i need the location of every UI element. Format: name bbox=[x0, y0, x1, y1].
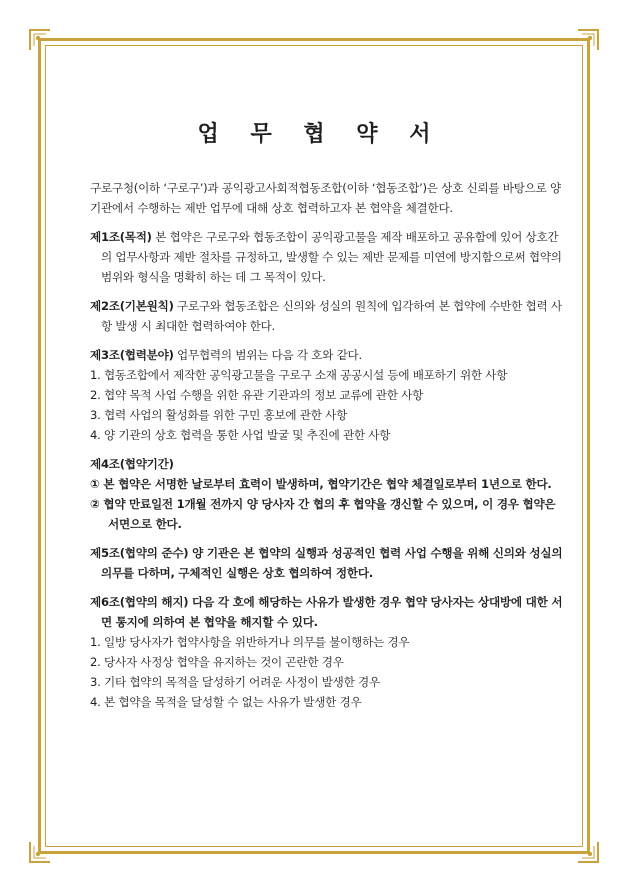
item-number: 1. bbox=[90, 368, 101, 382]
article-1 bbox=[90, 227, 568, 287]
corner-ornament-icon bbox=[576, 840, 600, 864]
list-item bbox=[90, 672, 568, 692]
article-text: 다음 각 호에 해당하는 사유가 발생한 경우 협약 당사자는 상대방에 대한 서면 통지에 의하여 본 협약을 해지할 수 있다. bbox=[101, 595, 563, 629]
item-number: 2. bbox=[90, 388, 101, 402]
corner-ornament-icon bbox=[28, 28, 52, 52]
item-text: 일방 당사자가 협약사항을 위반하거나 의무를 불이행하는 경우 bbox=[104, 635, 410, 649]
article-5 bbox=[90, 543, 568, 583]
list-item bbox=[90, 405, 568, 425]
article-paragraph bbox=[90, 296, 568, 336]
list-item bbox=[90, 692, 568, 712]
article-4 bbox=[90, 454, 568, 534]
corner-ornament-icon bbox=[28, 840, 52, 864]
item-number: 2. bbox=[90, 655, 101, 669]
corner-ornament-icon bbox=[576, 28, 600, 52]
article-text: 양 기관은 본 협약의 실행과 성공적인 협력 사업 수행을 위해 신의와 성실의 의무를 다하며, 구체적인 실행은 상호 협의하여 정한다. bbox=[101, 546, 563, 580]
item-number: 3. bbox=[90, 675, 101, 689]
item-number: ① bbox=[90, 477, 100, 491]
list-item bbox=[90, 632, 568, 652]
item-text: 양 기관의 상호 협력을 통한 사업 발굴 및 추진에 관한 사항 bbox=[104, 428, 391, 442]
article-text: 구로구와 협동조합은 신의와 성실의 원칙에 입각하여 본 협약에 수반한 협력 사항 발생 시 최대한 협력하여야 한다. bbox=[101, 299, 562, 333]
list-item bbox=[90, 652, 568, 672]
item-text: 본 협약은 서명한 날로부터 효력이 발생하며, 협약기간은 협약 체결일로부터 1년으로 한다. bbox=[103, 477, 552, 491]
article-6 bbox=[90, 592, 568, 712]
document-body bbox=[90, 178, 568, 721]
article-heading: 제3조(협력분야) bbox=[90, 348, 174, 362]
article-item-list bbox=[90, 632, 568, 712]
article-paragraph bbox=[90, 592, 568, 632]
article-heading: 제1조(목적) bbox=[90, 230, 152, 244]
list-item bbox=[90, 385, 568, 405]
article-heading: 제4조(협약기간) bbox=[90, 457, 174, 471]
item-number: 4. bbox=[90, 428, 101, 442]
item-text: 본 협약을 목적을 달성할 수 없는 사유가 발생한 경우 bbox=[104, 695, 362, 709]
item-number: 3. bbox=[90, 408, 101, 422]
list-item bbox=[90, 365, 568, 385]
item-number: 4. bbox=[90, 695, 101, 709]
item-text: 협력 사업의 활성화를 위한 구민 홍보에 관한 사항 bbox=[104, 408, 348, 422]
article-heading: 제5조(협약의 준수) bbox=[90, 546, 189, 560]
article-paragraph bbox=[90, 454, 568, 474]
item-text: 협약 목적 사업 수행을 위한 유관 기관과의 정보 교류에 관한 사항 bbox=[104, 388, 424, 402]
item-number: 1. bbox=[90, 635, 101, 649]
item-text: 당사자 사정상 협약을 유지하는 것이 곤란한 경우 bbox=[104, 655, 344, 669]
list-item bbox=[90, 474, 568, 494]
article-item-list bbox=[90, 474, 568, 534]
article-paragraph bbox=[90, 543, 568, 583]
article-item-list bbox=[90, 365, 568, 445]
list-item bbox=[90, 425, 568, 445]
article-paragraph bbox=[90, 227, 568, 287]
item-text: 협약 만료일전 1개월 전까지 양 당사자 간 협의 후 협약을 갱신할 수 있으며, 이 경우 협약은 서면으로 한다. bbox=[103, 497, 556, 531]
item-text: 협동조합에서 제작한 공익광고물을 구로구 소재 공공시설 등에 배포하기 위한 사항 bbox=[104, 368, 508, 382]
document-title: 업 무 협 약 서 bbox=[197, 122, 443, 147]
item-number: ② bbox=[90, 497, 100, 511]
article-heading: 제2조(기본원칙) bbox=[90, 299, 174, 313]
list-item bbox=[90, 494, 568, 534]
article-text: 업무협력의 범위는 다음 각 호와 같다. bbox=[173, 348, 362, 362]
article-paragraph bbox=[90, 345, 568, 365]
article-2 bbox=[90, 296, 568, 336]
article-text: 본 협약은 구로구와 협동조합이 공익광고물을 제작 배포하고 공유함에 있어 상호간의 업무사항과 제반 절차를 규정하고, 발생할 수 있는 제반 문제를 미연에 방지함으로써 협약의 범위와 형식을 명확히 하는 데 그 목적이 있다. bbox=[101, 230, 562, 284]
article-heading: 제6조(협약의 해지) bbox=[90, 595, 189, 609]
article-3 bbox=[90, 345, 568, 445]
intro-paragraph: 구로구청(이하 ‘구로구’)과 공익광고사회적협동조합(이하 ‘협동조합’)은 상호 신뢰를 바탕으로 양 기관에서 수행하는 제반 업무에 대해 상호 협력하고자 본 협약을 체결한다. bbox=[90, 181, 561, 215]
item-text: 기타 협약의 목적을 달성하기 어려운 사정이 발생한 경우 bbox=[104, 675, 380, 689]
